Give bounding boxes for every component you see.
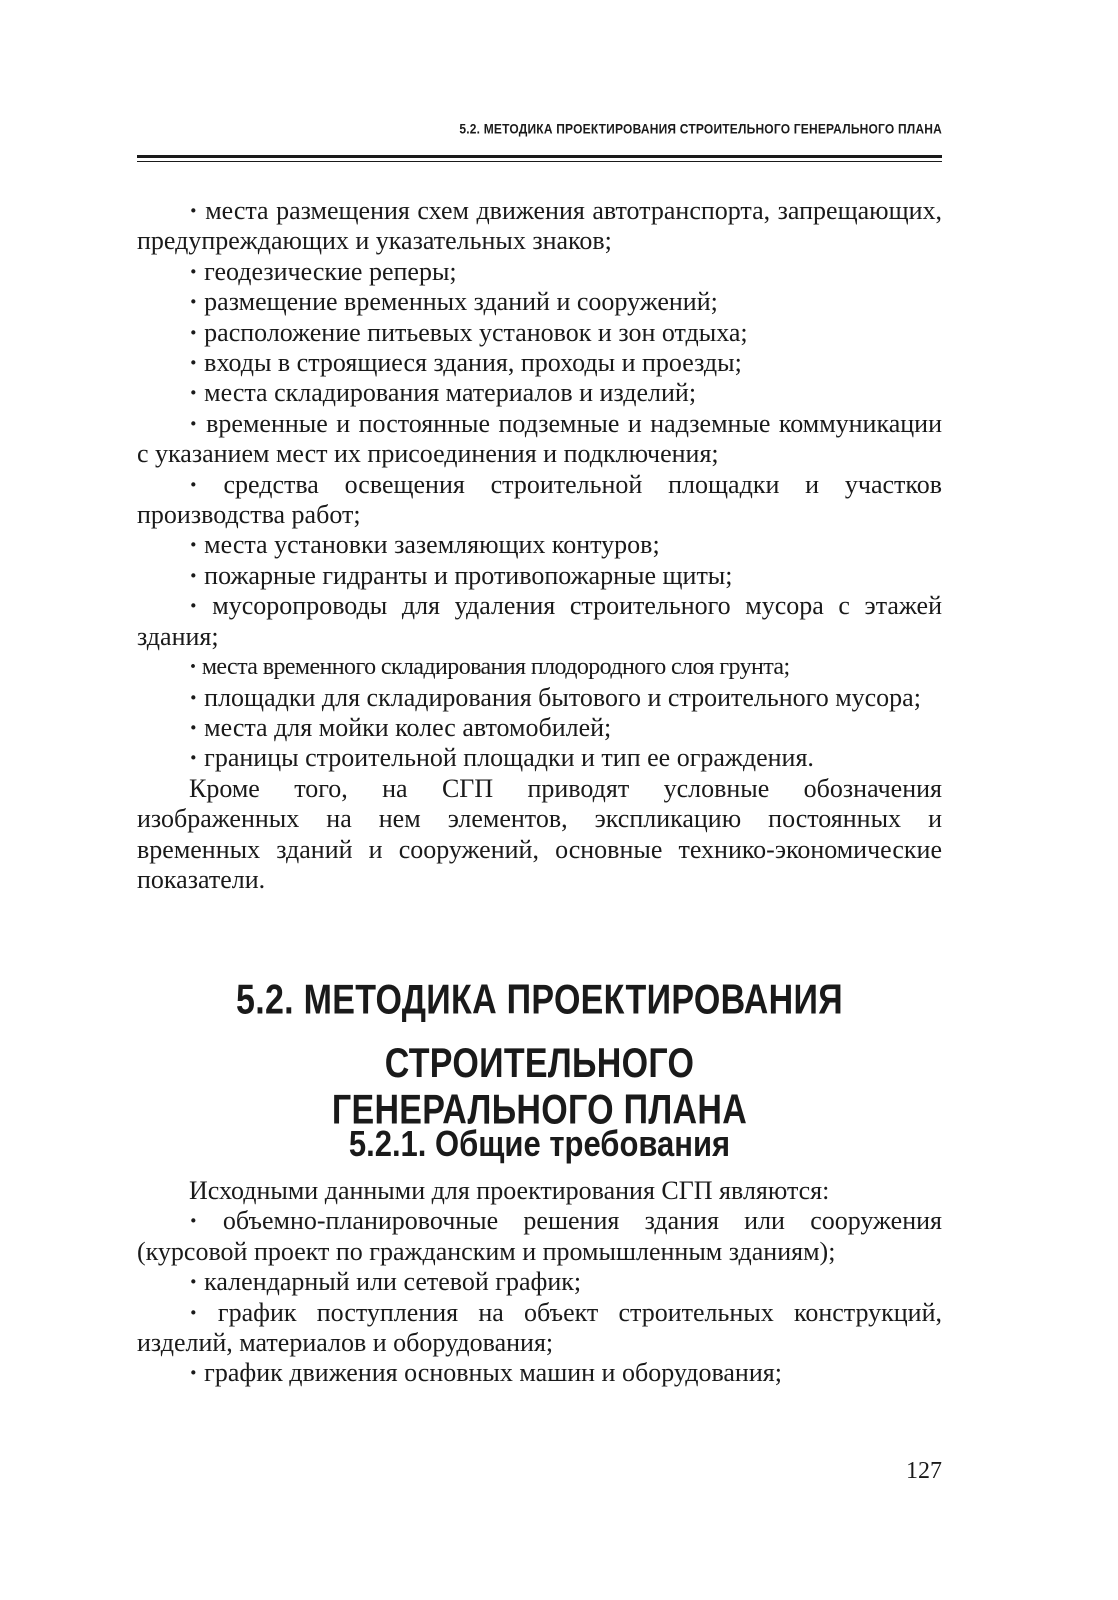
header-rule-thin	[137, 161, 942, 162]
list-item: · календарный или сетевой график;	[137, 1267, 942, 1297]
header-rule	[137, 155, 942, 158]
section-heading-line: ГЕНЕРАЛЬНОГО ПЛАНА	[331, 1086, 748, 1134]
list-item: · временные и постоянные подземные и надземные коммуникации с указанием мест их присоединения и подключения;	[137, 409, 942, 470]
subsection-heading-text: 5.2.1. Общие требования	[348, 1122, 731, 1165]
list-item: · места временного складирования плодородного слоя грунта;	[137, 652, 942, 682]
list-item: · размещение временных зданий и сооружений;	[137, 287, 942, 317]
list-item: · мусоропроводы для удаления строительного мусора с этажей здания;	[137, 591, 942, 652]
subsection-heading	[137, 1124, 942, 1164]
section-heading	[137, 977, 942, 1136]
list-item: · пожарные гидранты и противопожарные щиты;	[137, 561, 942, 591]
list-item: · график движения основных машин и оборудования;	[137, 1358, 942, 1388]
body-text	[137, 196, 942, 895]
list-item: · площадки для складирования бытового и строительного мусора;	[137, 683, 942, 713]
running-header: 5.2. МЕТОДИКА ПРОЕКТИРОВАНИЯ СТРОИТЕЛЬНОГО ГЕНЕРАЛЬНОГО ПЛАНА	[459, 121, 942, 138]
list-item: · границы строительной площадки и тип ее ограждения.	[137, 743, 942, 773]
body-text-requirements	[137, 1176, 942, 1389]
list-item: · места установки заземляющих контуров;	[137, 530, 942, 560]
list-item: · расположение питьевых установок и зон отдыха;	[137, 318, 942, 348]
list-item: · входы в строящиеся здания, проходы и проезды;	[137, 348, 942, 378]
section-heading-line: 5.2. МЕТОДИКА ПРОЕКТИРОВАНИЯ СТРОИТЕЛЬНОГО	[235, 977, 843, 1087]
intro-paragraph: Исходными данными для проектирования СГП являются:	[189, 1176, 830, 1205]
closing-paragraph: Кроме того, на СГП приводят условные обозначения изображенных на нем элементов, экспликацию постоянных и временных зданий и сооружений, основные технико-экономические показатели.	[137, 773, 942, 894]
list-item: · места для мойки колес автомобилей;	[137, 713, 942, 743]
list-item: · геодезические реперы;	[137, 257, 942, 287]
list-item: · график поступления на объект строительных конструкций, изделий, материалов и оборудования;	[137, 1298, 942, 1359]
list-item: · объемно-планировочные решения здания или сооружения (курсовой проект по гражданским и промышленным зданиям);	[137, 1206, 942, 1267]
page-number: 127	[906, 1458, 942, 1484]
list-item: · места складирования материалов и изделий;	[137, 378, 942, 408]
list-item: · средства освещения строительной площадки и участков производства работ;	[137, 470, 942, 531]
list-item: · места размещения схем движения автотранспорта, запрещающих, предупреждающих и указательных знаков;	[137, 196, 942, 257]
